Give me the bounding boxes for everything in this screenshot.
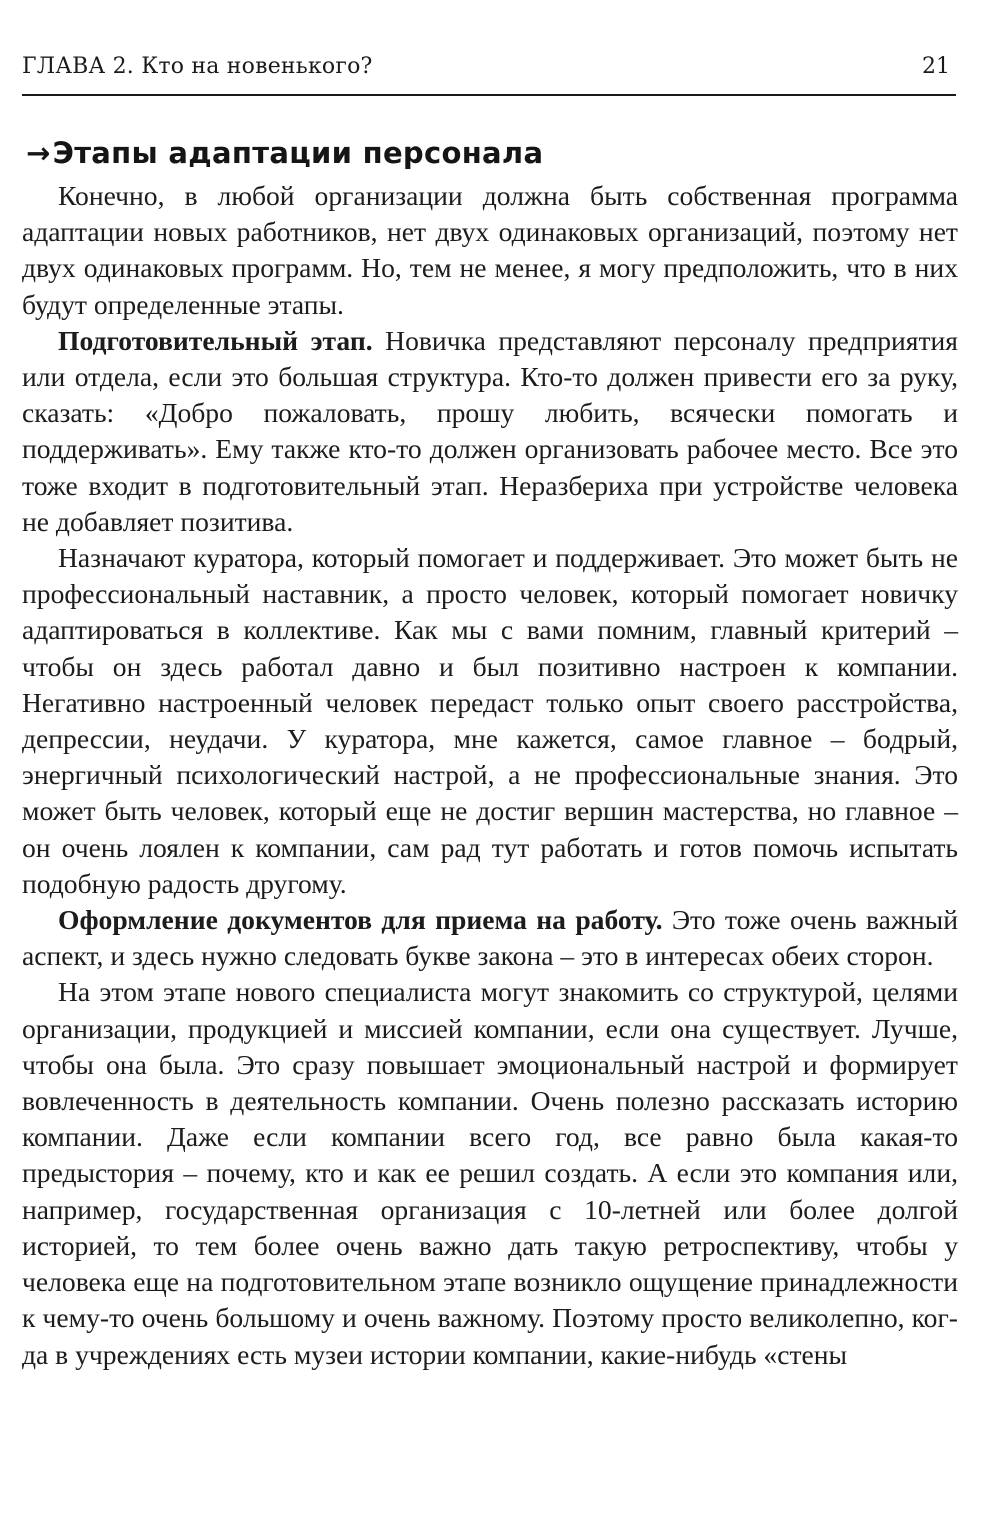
paragraph (22, 178, 958, 323)
paragraph-text: Назначают куратора, который помогает и поддерживает. Это может быть не профессиональный наставник, а просто человек, который помогает новичку адаптироваться в коллективе. Как мы с вами помним, главный критерий – чтобы он здесь работал давно и был позитивно настроен к компании. Негативно настроенный человек передаст только опыт своего расстройства, депрессии, неудачи. У куратора, мне кажется, самое главное – бодрый, энергичный психологический настрой, а не профессиональные знания. Это может быть человек, который еще не достиг вершин мастерства, но главное – он очень лоялен к компании, сам рад тут работать и готов помочь испытать подобную радость другому. (22, 542, 958, 899)
arrow-icon: → (26, 136, 51, 170)
running-header (22, 50, 956, 96)
paragraph (22, 974, 958, 1372)
paragraph (22, 540, 958, 902)
paragraph-text: Конечно, в любой организации должна быть собственная программа адаптации новых работников, нет двух одинаковых организаций, поэтому нет двух одинаковых программ. Но, тем не менее, я могу предположить, что в них будут определенные этапы. (22, 180, 958, 320)
section-heading (26, 136, 543, 170)
section-title: Этапы адаптации персонала (52, 136, 544, 170)
paragraph-lead: Подготовительный этап. (58, 324, 373, 356)
paragraph-text: На этом этапе нового специалиста могут знакомить со структурой, целями организации, продукцией и миссией компании, если она существует. Лучше, чтобы она была. Это сразу повышает эмоциональный настрой и формирует вовлеченность в деятельность компании. Очень полезно рассказать историю компании. Даже если компании всего год, все равно была какая-то предыстория – почему, кто и как ее решил создать. А если это компания или, например, государственная организация с 10-летней или более долгой историей, то тем более очень важно дать такую ретроспективу, чтобы у человека еще на подготовительном этапе возникло ощущение принадлежности к чему-то очень большому и очень важному. Поэтому просто великолепно, когда в учреждениях есть музеи истории компании, какие-нибудь «стены (22, 976, 958, 1370)
page-number: 21 (922, 54, 950, 79)
chapter-title: ГЛАВА 2. Кто на новенького? (22, 54, 373, 79)
paragraph (22, 902, 958, 974)
paragraph-text: Новичка представляют персоналу предприятия или отдела, если это большая структура. Кто-то должен привести его за руку, сказать: «Добро пожаловать, прошу любить, всячески помогать и поддерживать». Ему также кто-то должен организовать рабочее место. Все это тоже входит в подготовительный этап. Неразбериха при устройстве человека не добавляет позитива. (22, 324, 958, 537)
paragraph (22, 323, 958, 540)
paragraph-text: Это тоже очень важный аспект, и здесь нужно следовать букве закона – это в интересах обеих сторон. (22, 904, 958, 972)
paragraph-lead: Оформление документов для приема на работу. (58, 904, 663, 936)
body-text (22, 178, 958, 1373)
